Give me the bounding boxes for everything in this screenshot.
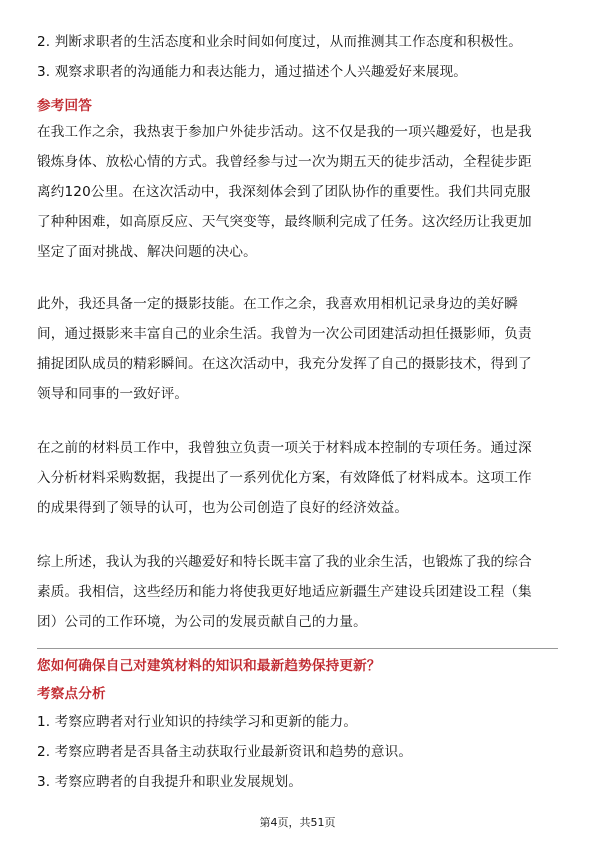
intro-point-2: 2. 判断求职者的生活态度和业余时间如何度过，从而推测其工作态度和积极性。 bbox=[37, 34, 523, 50]
paragraph-line: 捕捉团队成员的精彩瞬间。在这次活动中，我充分发挥了自己的摄影技术，得到了 bbox=[37, 356, 532, 372]
analysis-point-2: 2. 考察应聘者是否具备主动获取行业最新资讯和趋势的意识。 bbox=[37, 744, 413, 760]
paragraph-line: 团）公司的工作环境，为公司的发展贡献自己的力量。 bbox=[37, 614, 367, 630]
paragraph-line: 锻炼身体、放松心情的方式。我曾经参与过一次为期五天的徒步活动，全程徒步距 bbox=[37, 154, 532, 170]
section-divider bbox=[37, 648, 558, 649]
analysis-point-3: 3. 考察应聘者的自我提升和职业发展规划。 bbox=[37, 774, 303, 790]
paragraph-line: 在我工作之余，我热衷于参加户外徒步活动。这不仅是我的一项兴趣爱好，也是我 bbox=[37, 124, 532, 140]
paragraph-line: 领导和同事的一致好评。 bbox=[37, 386, 189, 402]
paragraph-line: 在之前的材料员工作中，我曾独立负责一项关于材料成本控制的专项任务。通过深 bbox=[37, 440, 532, 456]
paragraph-line: 综上所述，我认为我的兴趣爱好和特长既丰富了我的业余生活，也锻炼了我的综合 bbox=[37, 554, 532, 570]
page-number: 第4页，共51页 bbox=[259, 816, 336, 829]
paragraph-line: 的成果得到了领导的认可，也为公司创造了良好的经济效益。 bbox=[37, 500, 409, 516]
paragraph-line: 素质。我相信，这些经历和能力将使我更好地适应新疆生产建设兵团建设工程（集 bbox=[37, 584, 532, 600]
analysis-heading: 考察点分析 bbox=[37, 686, 106, 702]
paragraph-line: 入分析材料采购数据，我提出了一系列优化方案，有效降低了材料成本。这项工作 bbox=[37, 470, 532, 486]
analysis-point-1: 1. 考察应聘者对行业知识的持续学习和更新的能力。 bbox=[37, 714, 358, 730]
paragraph-line: 了种种困难，如高原反应、天气突变等，最终顺利完成了任务。这次经历让我更加 bbox=[37, 214, 532, 230]
question-title: 您如何确保自己对建筑材料的知识和最新趋势保持更新？ bbox=[37, 658, 381, 674]
paragraph-line: 离约120公里。在这次活动中，我深刻体会到了团队协作的重要性。我们共同克服 bbox=[37, 184, 531, 200]
paragraph-line: 坚定了面对挑战、解决问题的决心。 bbox=[37, 244, 257, 260]
reference-answer-heading: 参考回答 bbox=[37, 98, 92, 114]
intro-point-3: 3. 观察求职者的沟通能力和表达能力，通过描述个人兴趣爱好来展现。 bbox=[37, 64, 468, 80]
paragraph-line: 此外，我还具备一定的摄影技能。在工作之余，我喜欢用相机记录身边的美好瞬 bbox=[37, 296, 519, 312]
paragraph-line: 间，通过摄影来丰富自己的业余生活。我曾为一次公司团建活动担任摄影师，负责 bbox=[37, 326, 532, 342]
